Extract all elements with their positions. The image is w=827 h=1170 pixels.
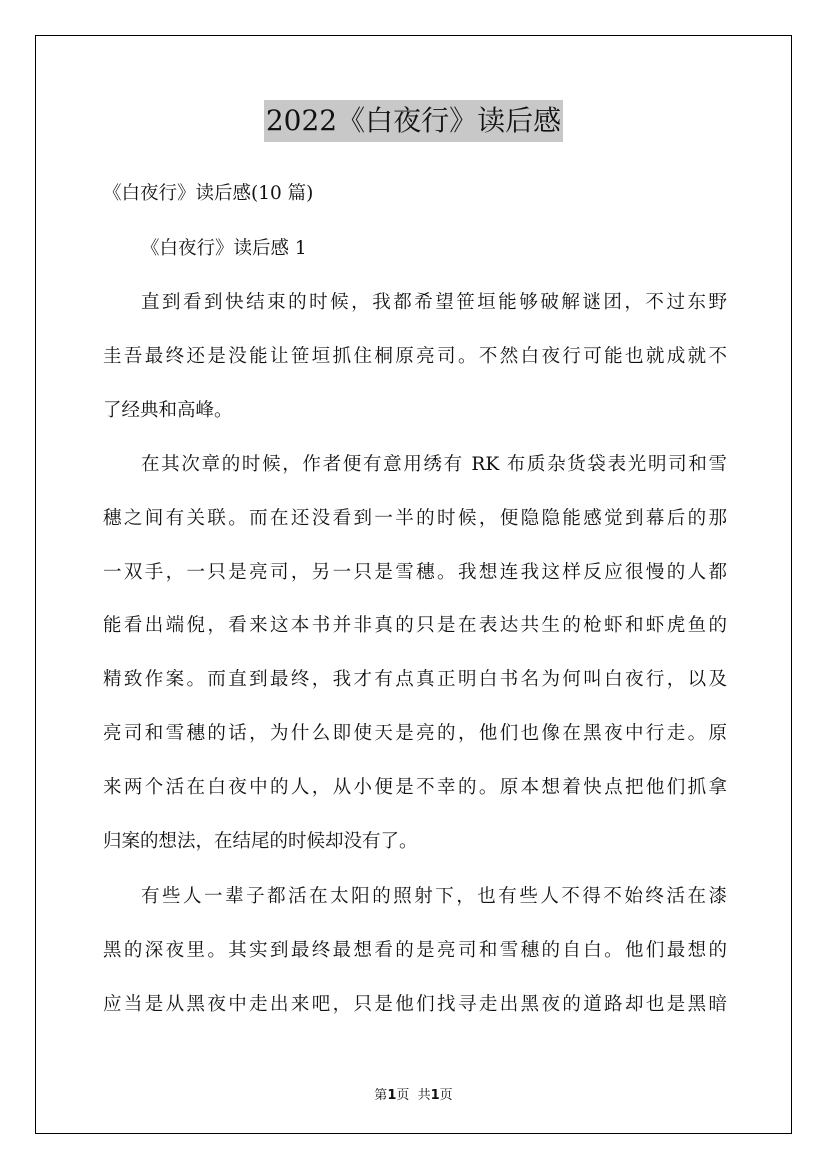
paragraph-1-line-2: 圭吾最终还是没能让笹垣抓住桐原亮司。不然白夜行可能也就成就不: [103, 346, 727, 367]
paragraph-3-line-2: 黑的深夜里。其实到最终最想看的是亮司和雪穗的自白。他们最想的: [103, 940, 727, 961]
paragraph-2-line-6: 亮司和雪穗的话，为什么即使天是亮的，他们也像在黑夜中行走。原: [103, 723, 727, 744]
paragraph-1-line-1: 直到看到快结束的时候，我都希望笹垣能够破解谜团，不过东野: [141, 292, 727, 313]
paragraph-2-line-1: 在其次章的时候，作者便有意用绣有 RK 布质杂货袋表光明司和雪: [141, 454, 727, 475]
page-total: 1: [430, 1088, 440, 1103]
document-title: 2022《白夜行》读后感: [264, 100, 563, 142]
page-footer: [0, 1084, 827, 1103]
paragraph-1-line-3: 了经典和高峰。: [103, 400, 233, 421]
paragraph-2-line-4: 能看出端倪，看来这本书并非真的只是在表达共生的枪虾和虾虎鱼的: [103, 615, 727, 636]
paragraph-3-line-3: 应当是从黑夜中走出来吧，只是他们找寻走出黑夜的道路却也是黑暗: [103, 994, 727, 1015]
paragraph-3-line-1: 有些人一辈子都活在太阳的照射下，也有些人不得不始终活在漆: [141, 886, 727, 907]
page-suffix: 页: [439, 1088, 453, 1103]
document-subtitle: 《白夜行》读后感(10 篇): [103, 183, 314, 204]
section-heading: 《白夜行》读后感 1: [141, 238, 307, 259]
paragraph-2-line-3: 一双手，一只是亮司，另一只是雪穗。我想连我这样反应很慢的人都: [103, 562, 727, 583]
page-number: 1: [387, 1088, 397, 1103]
paragraph-2-line-5: 精致作案。而直到最终，我才有点真正明白书名为何叫白夜行，以及: [103, 669, 727, 690]
paragraph-2-line-2: 穗之间有关联。而在还没看到一半的时候，便隐隐能感觉到幕后的那: [103, 508, 727, 529]
paragraph-2-line-7: 来两个活在白夜中的人，从小便是不幸的。原本想着快点把他们抓拿: [103, 777, 727, 798]
paragraph-2-line-8: 归案的想法，在结尾的时候却没有了。: [103, 831, 418, 852]
page-prefix: 第: [374, 1088, 388, 1103]
title-container: [0, 100, 827, 142]
page-mid: 页 共: [396, 1088, 431, 1103]
